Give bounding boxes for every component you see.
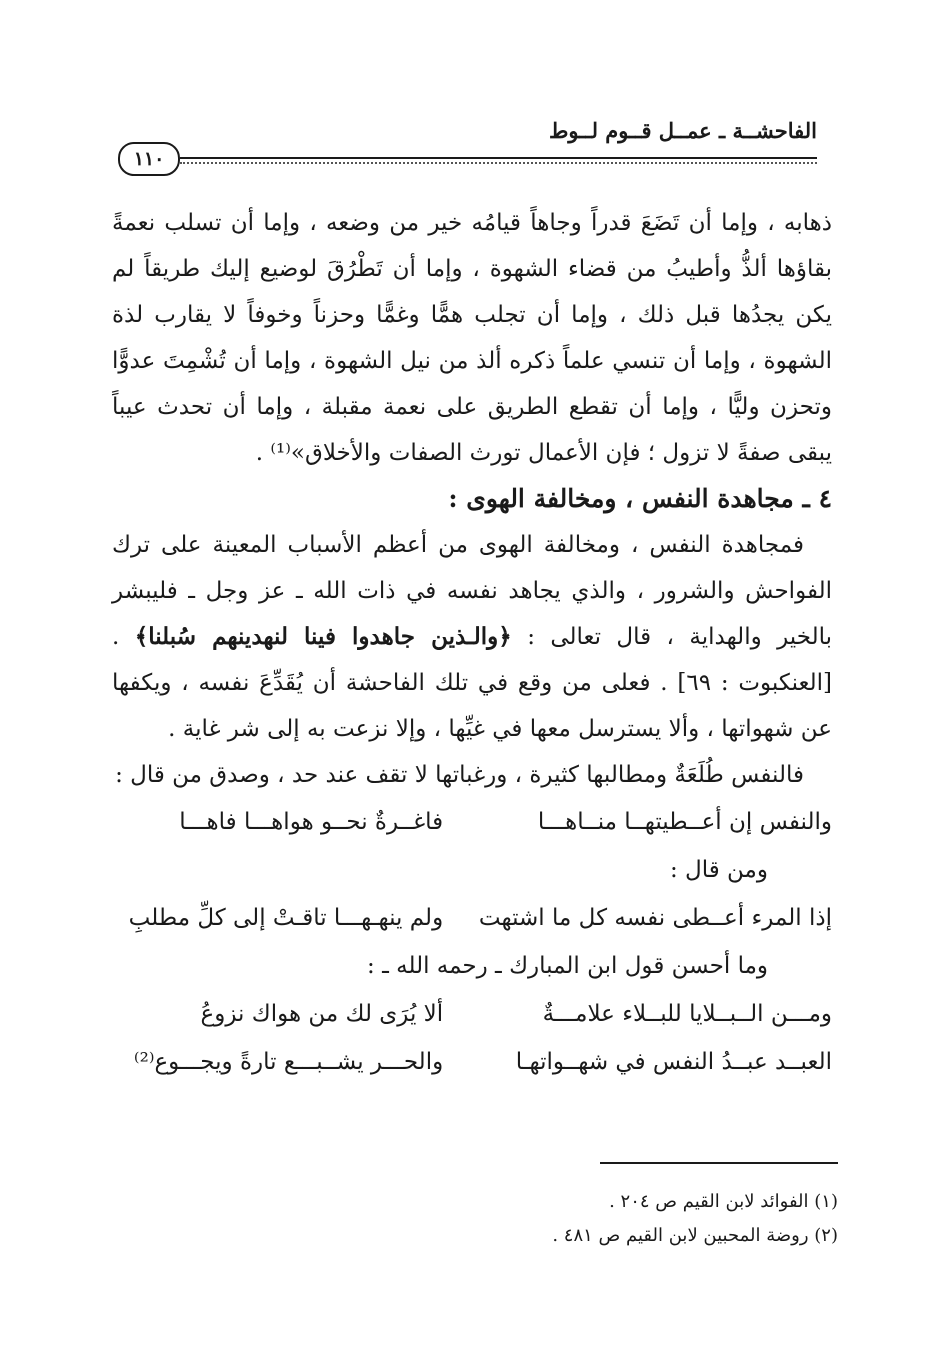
header-rule <box>180 157 817 159</box>
paragraph-2-end: . [العنكبوت : ٦٩] . فعلى من وقع في تلك الفاحشة أن يُقَدِّعَ نفسه ، ويكفها عن شهواتها ، وألا يسترسل معها في غيِّها ، وإلا نزعت به إلى شر غاية . <box>112 624 832 742</box>
verse-hemistich-first: ومـــن الــبــلايا للبــلاء علامـــةٌ <box>542 1001 832 1027</box>
section-heading: ٤ ـ مجاهدة النفس ، ومخالفة الهوى : <box>448 484 832 513</box>
paragraph-1: ذهابه ، وإما أن تَضَعَ قدراً وجاهاً قيامُه خير من وضعه ، وإما أن تسلب نعمةً بقاؤها ألذُّ وأطيبُ من قضاء الشهوة ، وإما أن تَطْرُقَ لوضيع إليك طريقاً لم يكن يجدُها قبل ذلك ، وإما أن تجلب همًّا وغمًّا وحزناً وخوفاً لا يقارب لذة الشهوة ، وإما أن تنسي علماً ذكره ألذ من نيل الشهوة ، وإما أن تُشْمِتَ عدوًّا وتحزن وليًّا ، وإما أن تقطع الطريق على نعمة مقبلة ، وإما أن تحدث عيباً يبقى صفةً لا تزول ؛ فإن الأعمال تورث الصفات والأخلاق»⁽¹⁾ . <box>112 210 832 466</box>
poem-verse-4 <box>112 1038 832 1086</box>
quran-verse: ﴿والـذين جاهدوا فينا لنهدينهم سُبلنا﴾ <box>134 623 512 650</box>
verse-hemistich-second: فاغــرةٌ نحــو هواهـــا فاهـــا <box>179 809 444 835</box>
verse-hemistich-second: ألا يُرَى لك من هواك نزوعُ <box>200 1001 444 1027</box>
poem-verse-2 <box>112 894 832 942</box>
page-number: ١١٠ <box>118 142 180 176</box>
paragraph-2-start: فمجاهدة النفس ، ومخالفة الهوى من أعظم الأسباب المعينة على ترك الفواحش والشرور ، والذي يجاهد نفسه في ذات الله ـ عز وجل ـ فليبشر بالخير والهداية ، قال تعالى : <box>112 532 832 650</box>
verse-hemistich-first: إذا المرء أعــطى نفسه كل ما اشتهت <box>478 905 832 931</box>
verse-hemistich-second: ولم ينهـهـــا تاقـتْ إلى كلِّ مطلبِ <box>128 905 444 931</box>
header-rule-dotted <box>180 162 817 164</box>
poem-verse-3 <box>112 990 832 1038</box>
verse-hemistich-first: العبــد عبــدُ النفس في شهــواتهـا <box>515 1049 832 1075</box>
footnotes <box>112 1185 838 1253</box>
header-title: الفاحشــة ـ عمــل قــوم لــوط <box>549 118 817 143</box>
paragraph-3: فالنفس طُلَعَةٌ ومطالبها كثيرة ، ورغباتها لا تقف عند حد ، وصدق من قال : <box>115 762 804 788</box>
verse-intro-3: وما أحسن قول ابن المبارك ـ رحمه الله ـ : <box>367 953 768 979</box>
verse-hemistich-second: والحـــر يشــبـــع تارةً ويجـــوع⁽²⁾ <box>133 1049 444 1075</box>
footnote-rule <box>600 1162 838 1164</box>
poem-verse-1 <box>112 798 832 846</box>
running-header <box>118 112 817 170</box>
paragraph-2 <box>112 522 832 752</box>
footnote-1: (١) الفوائد لابن القيم ص ٢٠٤ . <box>609 1191 838 1212</box>
verse-intro-2: ومن قال : <box>669 857 768 883</box>
verse-hemistich-first: والنفس إن أعــطيتهــا منــاهـــا <box>537 809 832 835</box>
page-body <box>112 200 832 1086</box>
footnote-2: (٢) روضة المحبين لابن القيم ص ٤٨١ . <box>552 1225 838 1246</box>
